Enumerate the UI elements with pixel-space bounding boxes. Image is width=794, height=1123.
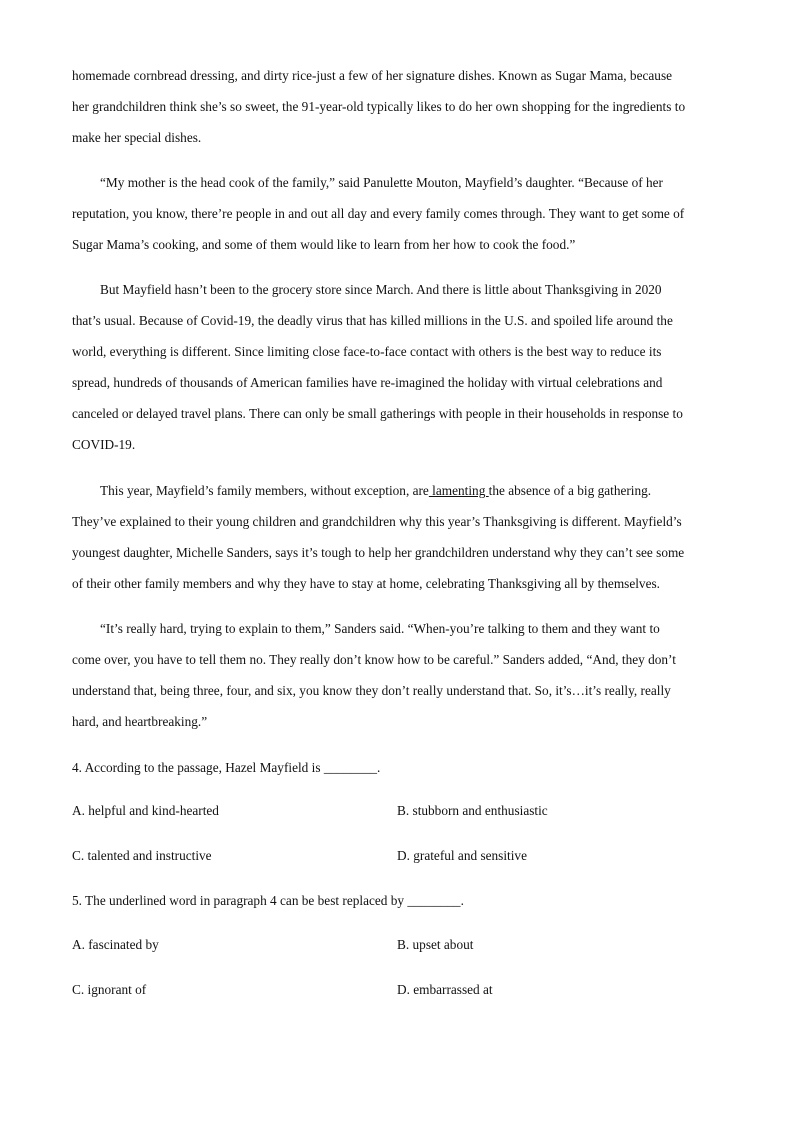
paragraph-1 (72, 60, 722, 153)
text-segment: the absence of a big gathering. (488, 483, 652, 498)
text-line: world, everything is different. Since limiting close face-to-face contact with others is the best way to reduce its (72, 344, 662, 359)
text-line: canceled or delayed travel plans. There can only be small gatherings with people in their households in response to (72, 406, 683, 421)
text-line: make her special dishes. (72, 130, 202, 145)
question-4-option-c: C. talented and instructive (72, 848, 212, 863)
text-line: “It’s really hard, trying to explain to them,” Sanders said. “When-you’re talking to them and they want to (100, 621, 660, 636)
text-line: reputation, you know, there’re people in and out all day and every family comes through. They want to get some of (72, 206, 685, 221)
question-5-stem: 5. The underlined word in paragraph 4 can be best replaced by ________. (72, 893, 464, 908)
question-4-option-b: B. stubborn and enthusiastic (397, 803, 548, 818)
paragraph-2 (72, 167, 722, 260)
text-line: “My mother is the head cook of the family,” said Panulette Mouton, Mayfield’s daughter. “Because of her (100, 175, 663, 190)
question-4-option-a: A. helpful and kind-hearted (72, 803, 219, 818)
text-line: homemade cornbread dressing, and dirty rice-just a few of her signature dishes. Known as Sugar Mama, because (72, 68, 673, 83)
text-line: her grandchildren think she’s so sweet, the 91-year-old typically likes to do her own shopping for the ingredients to (72, 99, 686, 114)
text-segment: This year, Mayfield’s family members, without exception, are (100, 483, 429, 498)
question-5-option-c: C. ignorant of (72, 982, 147, 997)
text-line: youngest daughter, Michelle Sanders, says it’s tough to help her grandchildren understand why they can’t see some (72, 545, 685, 560)
text-line (72, 475, 722, 506)
text-line: But Mayfield hasn’t been to the grocery store since March. And there is little about Thanksgiving in 2020 (100, 282, 662, 297)
paragraph-3 (72, 274, 722, 460)
question-5-option-a: A. fascinated by (72, 937, 159, 952)
text-line: COVID-19. (72, 437, 136, 452)
text-line: Sugar Mama’s cooking, and some of them would like to learn from her how to cook the food.” (72, 237, 576, 252)
question-4-option-d: D. grateful and sensitive (397, 848, 527, 863)
text-line: hard, and heartbreaking.” (72, 714, 208, 729)
paragraph-5 (72, 613, 722, 737)
question-5-option-b: B. upset about (397, 937, 474, 952)
question-5-option-d: D. embarrassed at (397, 982, 493, 997)
text-line: understand that, being three, four, and six, you know they don’t really understand that. So, it’s…it’s really, really (72, 683, 671, 698)
question-4-stem: 4. According to the passage, Hazel Mayfield is ________. (72, 760, 381, 775)
text-line: that’s usual. Because of Covid-19, the deadly virus that has killed millions in the U.S. and spoiled life around the (72, 313, 673, 328)
text-line: They’ve explained to their young children and grandchildren why this year’s Thanksgiving is different. Mayfield’s (72, 514, 682, 529)
paragraph-4 (72, 475, 722, 599)
text-line: of their other family members and why they have to stay at home, celebrating Thanksgiving all by themselves. (72, 576, 660, 591)
text-line: come over, you have to tell them no. They really don’t know how to be careful.” Sanders added, “And, they don’t (72, 652, 676, 667)
underlined-word: lamenting (428, 483, 489, 498)
text-line: spread, hundreds of thousands of American families have re-imagined the holiday with virtual celebrations and (72, 375, 663, 390)
